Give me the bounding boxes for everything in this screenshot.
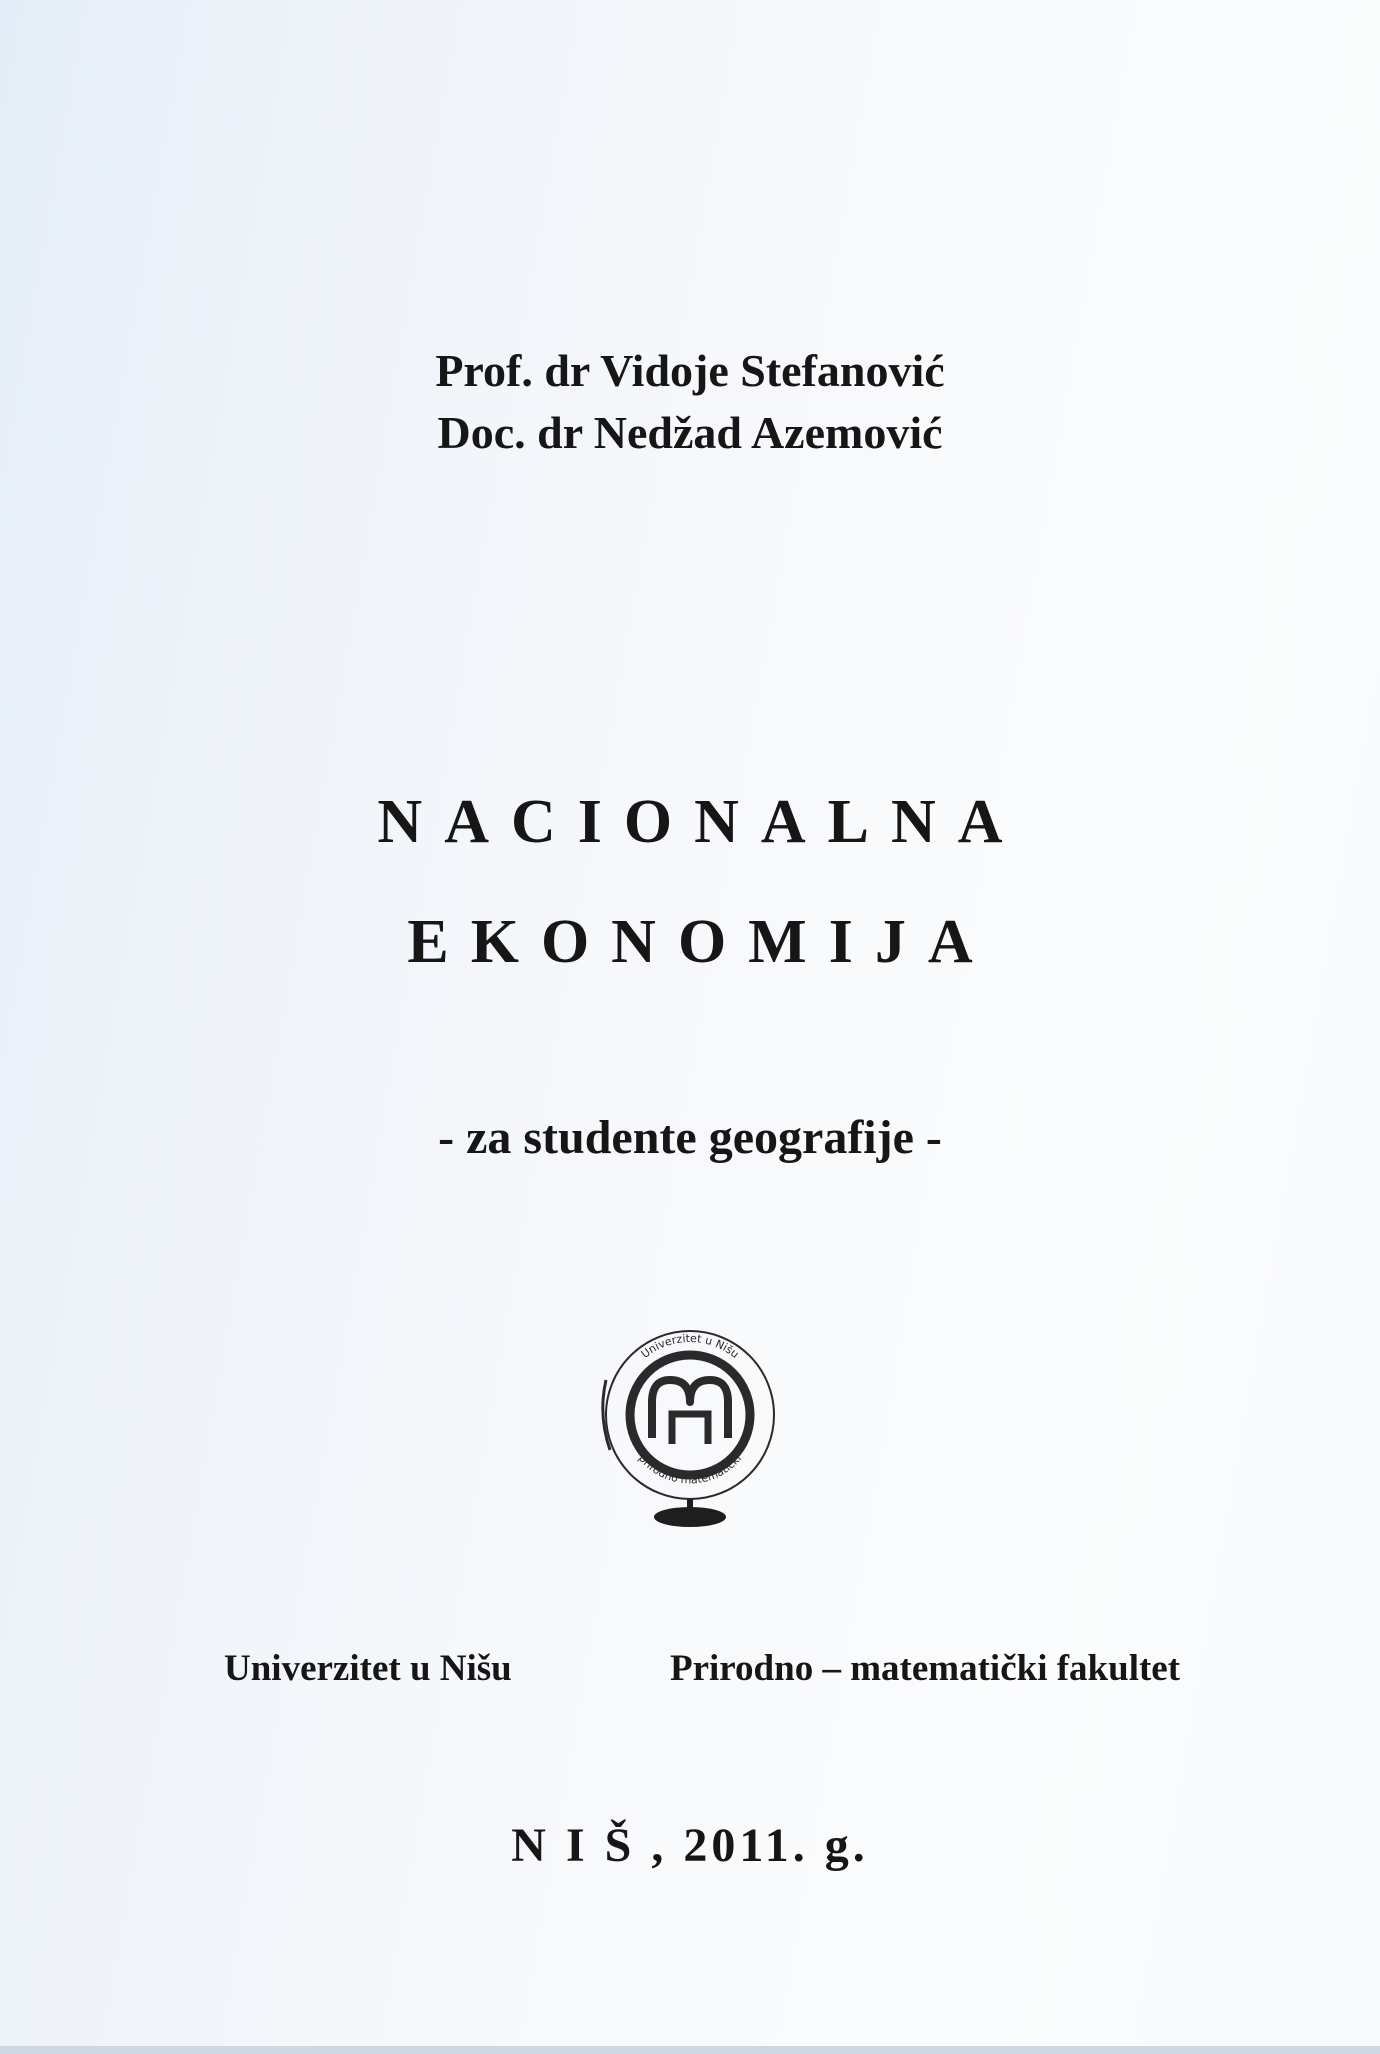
book-title (0, 762, 1380, 1002)
university-name: Univerzitet u Nišu (224, 1648, 512, 1689)
author-name: Prof. dr Vidoje Stefanović (435, 345, 945, 396)
emblem-bottom-text: prirodno matematički (635, 1451, 745, 1487)
author-name: Doc. dr Nedžad Azemović (437, 407, 943, 458)
place-and-year: N I Š , 2011. g. (511, 1819, 869, 1872)
faculty-name: Prirodno – matematički fakultet (670, 1648, 1181, 1689)
page-edge-divider (0, 2046, 1380, 2054)
publisher-row (0, 1644, 1380, 1694)
book-title-line: EKONOMIJA (407, 908, 995, 976)
emblem-top-text: Univerzitet u Nišu (638, 1331, 742, 1361)
author-list (0, 340, 1380, 464)
book-title-line: NACIONALNA (377, 788, 1025, 856)
book-subtitle: - za studente geografije - (438, 1111, 942, 1164)
university-emblem-icon (590, 1320, 790, 1530)
